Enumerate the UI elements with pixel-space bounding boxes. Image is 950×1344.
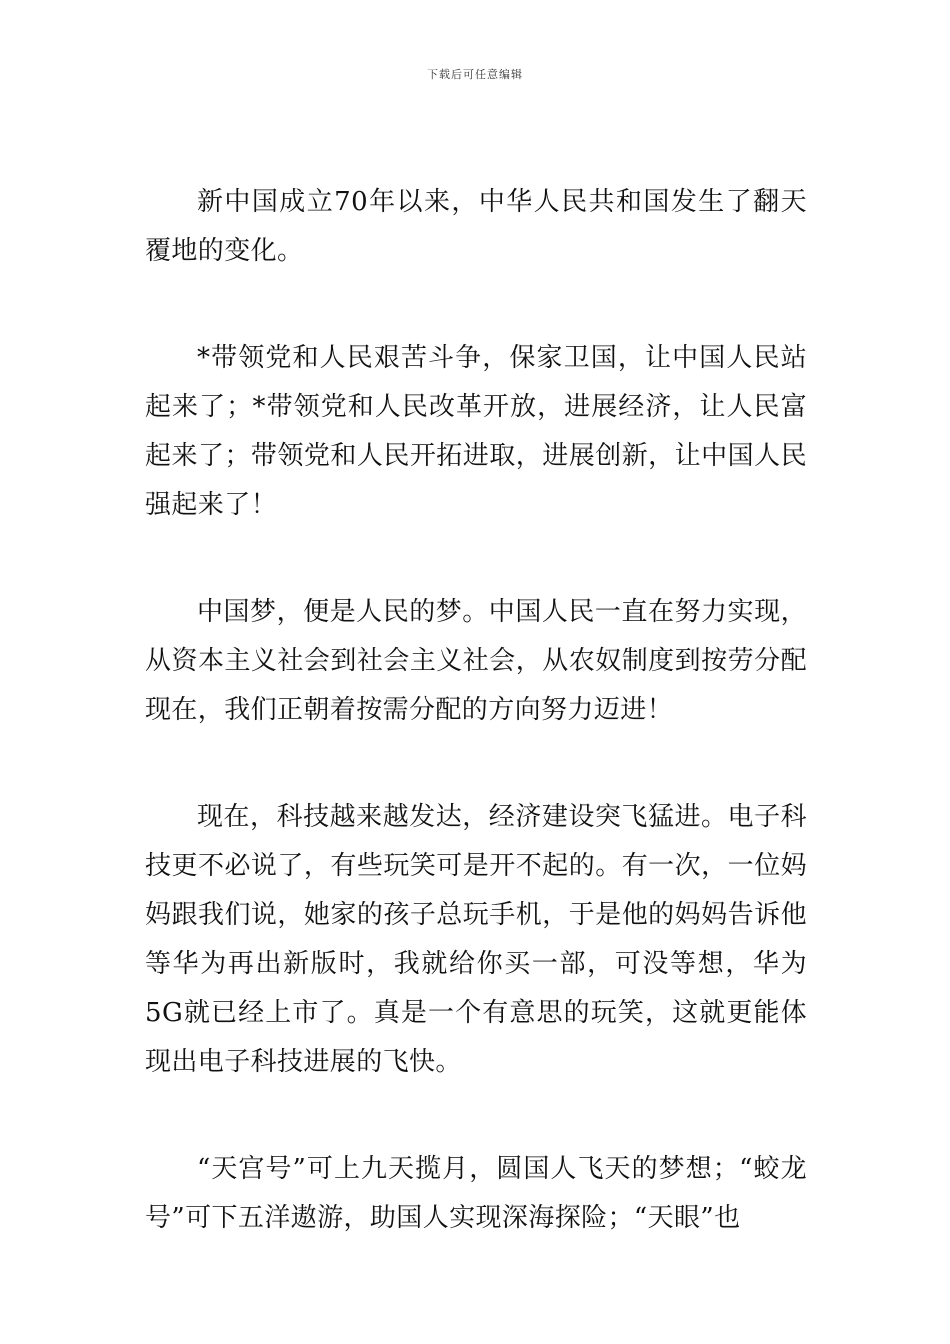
paragraph-gap: [145, 530, 807, 588]
header-note: 下载后可任意编辑: [427, 68, 523, 81]
paragraph-1: 新中国成立70年以来，中华人民共和国发生了翻天覆地的变化。: [145, 187, 807, 266]
paragraph-5: “天宫号”可上九天揽月，圆国人飞天的梦想；“蛟龙号”可下五洋遨游，助国人实现深海探险；“天眼”也: [145, 1154, 807, 1233]
paragraph-3: 中国梦，便是人民的梦。中国人民一直在努力实现，从资本主义社会到社会主义社会，从农奴制度到按劳分配现在，我们正朝着按需分配的方向努力迈进！: [145, 597, 807, 725]
paragraph-gap: [145, 1087, 807, 1145]
paragraph-2: *带领党和人民艰苦斗争，保家卫国，让中国人民站起来了；*带领党和人民改革开放，进展经济，让人民富起来了；带领党和人民开拓进取，进展创新，让中国人民强起来了！: [145, 343, 807, 520]
paragraph-gap: [145, 276, 807, 334]
paragraph-gap: [145, 735, 807, 793]
body-text: [145, 178, 807, 1243]
paragraph-4: 现在，科技越来越发达，经济建设突飞猛进。电子科技更不必说了，有些玩笑可是开不起的。有一次，一位妈妈跟我们说，她家的孩子总玩手机，于是他的妈妈告诉他等华为再出新版时，我就给你买一部，可没等想，华为5G就已经上市了。真是一个有意思的玩笑，这就更能体现出电子科技进展的飞快。: [145, 802, 807, 1077]
